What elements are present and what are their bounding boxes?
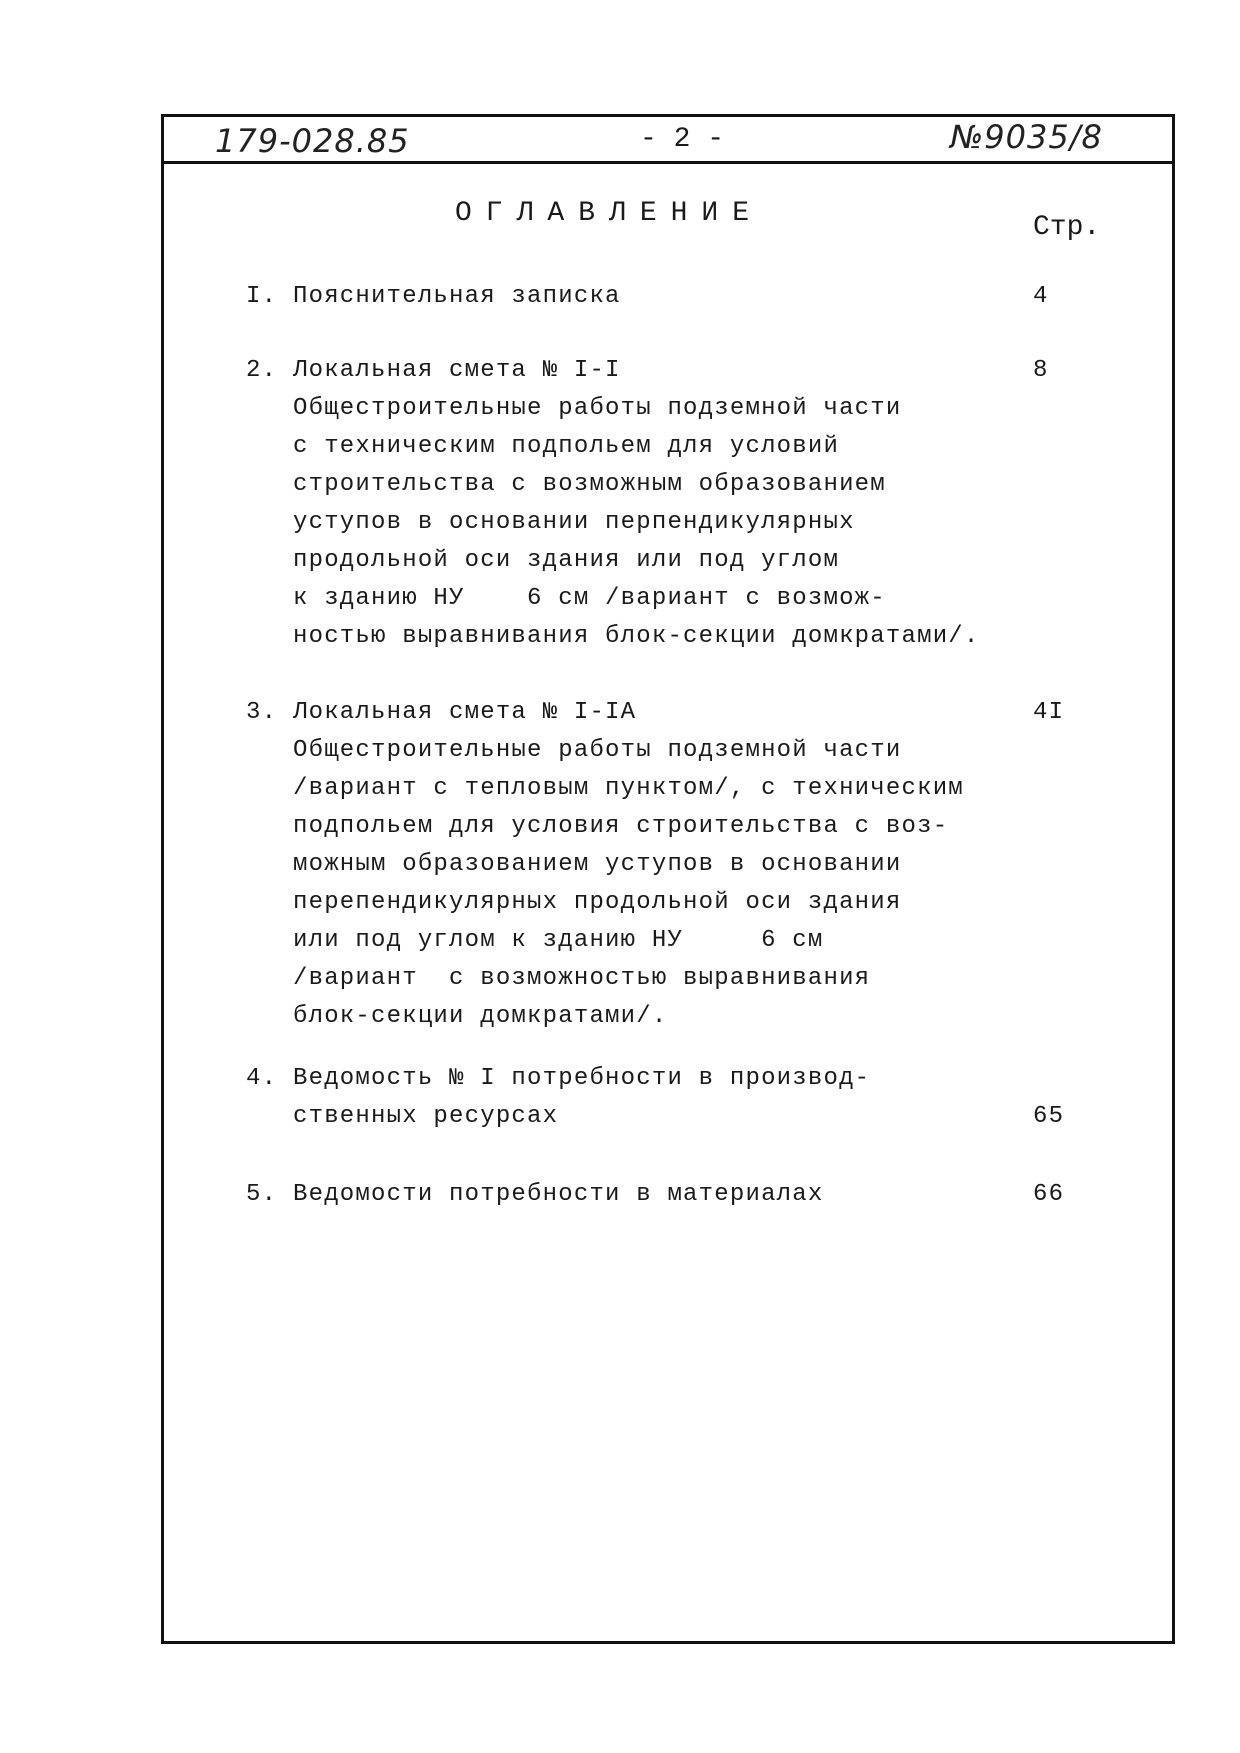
toc-item-line: уступов в основании перпендикулярных bbox=[293, 509, 855, 536]
toc-item-line: продольной оси здания или под углом bbox=[293, 547, 840, 574]
toc-item-line: /вариант с возможностью выравнивания bbox=[293, 965, 871, 992]
toc-title: ОГЛАВЛЕНИЕ bbox=[455, 198, 764, 229]
toc-item-page: 4I bbox=[1033, 699, 1065, 726]
page-number: - 2 - bbox=[640, 124, 725, 155]
document-number: №9035/8 bbox=[950, 118, 1103, 156]
toc-item-line: перепендикулярных продольной оси здания bbox=[293, 889, 902, 916]
toc-item-line: подпольем для условия строительства с воз- bbox=[293, 813, 949, 840]
toc-item-line: /вариант с тепловым пунктом/, с техническим bbox=[293, 775, 964, 802]
toc-item-line: Пояснительная записка bbox=[293, 283, 621, 310]
toc-item-line: можным образованием уступов в основании bbox=[293, 851, 902, 878]
page-column-label: Стр. bbox=[1033, 212, 1101, 243]
toc-item-line: ственных ресурсах bbox=[293, 1103, 559, 1130]
toc-item-line: к зданию НУ 6 см /вариант с возмож- bbox=[293, 585, 886, 612]
toc-item-page: 65 bbox=[1033, 1103, 1065, 1130]
toc-item-line: Ведомости потребности в материалах bbox=[293, 1181, 824, 1208]
toc-item-number: 5. bbox=[246, 1181, 278, 1208]
toc-item-number: 3. bbox=[246, 699, 278, 726]
toc-item-line: с техническим подпольем для условий bbox=[293, 433, 840, 460]
document-code: 179-028.85 bbox=[215, 122, 410, 160]
toc-item-page: 8 bbox=[1033, 357, 1049, 384]
toc-item-page: 4 bbox=[1033, 283, 1049, 310]
toc-item-line: Общестроительные работы подземной части bbox=[293, 737, 902, 764]
toc-item-line: блок-секции домкратами/. bbox=[293, 1003, 668, 1030]
toc-item-line: Локальная смета № I-I bbox=[293, 357, 621, 384]
toc-item-line: Локальная смета № I-IA bbox=[293, 699, 637, 726]
toc-item-line: Ведомость № I потребности в производ- bbox=[293, 1065, 871, 1092]
toc-item-line: Общестроительные работы подземной части bbox=[293, 395, 902, 422]
toc-item-line: строительства с возможным образованием bbox=[293, 471, 886, 498]
toc-item-line: или под углом к зданию НУ 6 см bbox=[293, 927, 824, 954]
toc-item-number: 4. bbox=[246, 1065, 278, 1092]
toc-item-page: 66 bbox=[1033, 1181, 1065, 1208]
toc-item-number: I. bbox=[246, 283, 278, 310]
header-divider bbox=[161, 161, 1175, 164]
toc-item-number: 2. bbox=[246, 357, 278, 384]
toc-item-line: ностью выравнивания блок-секции домкратами/. bbox=[293, 623, 980, 650]
